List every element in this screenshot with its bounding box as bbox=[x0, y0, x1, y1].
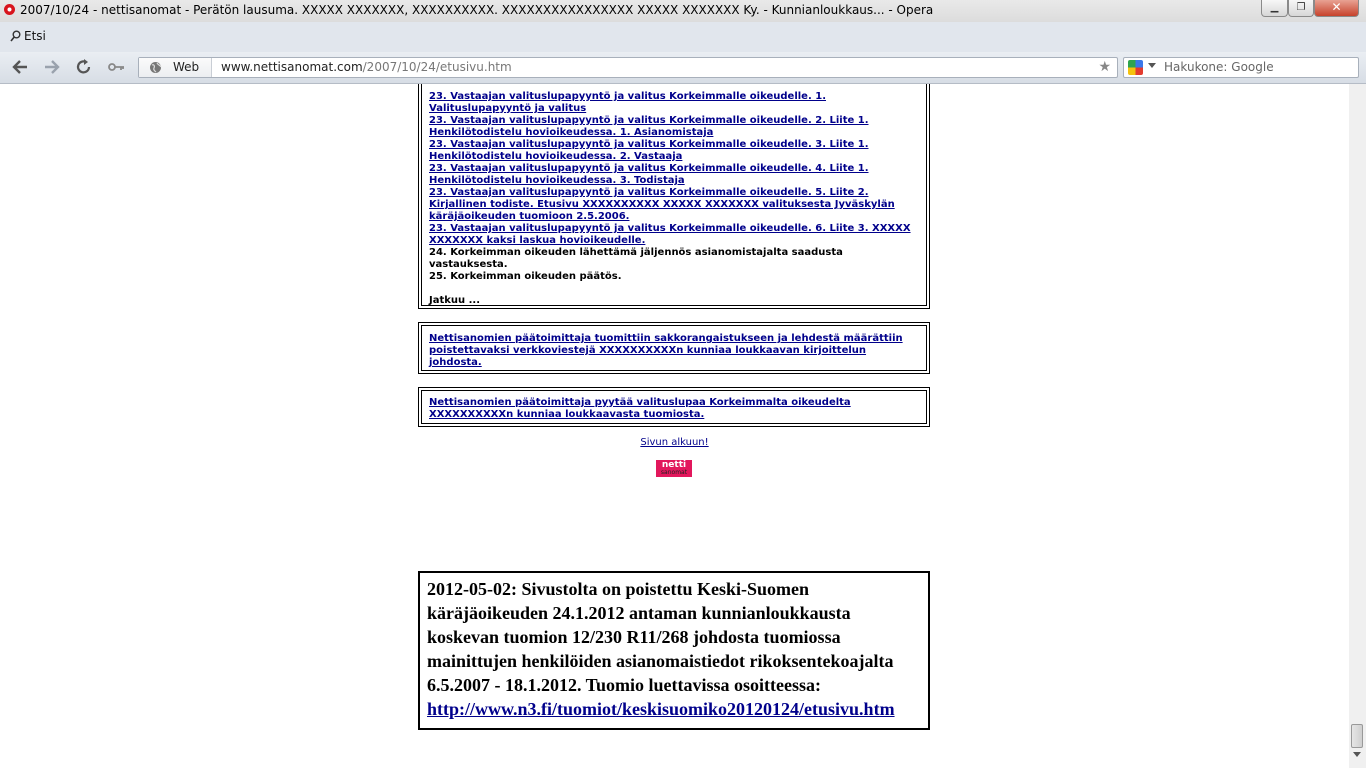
security-zone-button[interactable] bbox=[139, 58, 212, 77]
removal-notice bbox=[418, 571, 930, 730]
back-to-top-link[interactable]: Sivun alkuun! bbox=[640, 437, 709, 448]
article-index-box bbox=[418, 84, 930, 309]
continues-label: Jatkuu ... bbox=[429, 295, 481, 306]
maximize-icon: ❐ bbox=[1296, 2, 1306, 13]
zone-label: Web bbox=[173, 60, 200, 74]
forward-arrow-icon[interactable] bbox=[42, 58, 62, 76]
title-bar bbox=[0, 0, 1366, 22]
minimize-icon: ▁ bbox=[1270, 2, 1279, 13]
menu-bar bbox=[0, 22, 1366, 52]
nettisanomat-logo bbox=[656, 460, 692, 477]
list-item-link[interactable]: 23. Vastaajan valituslupapyyntö ja valitus Korkeimmalle oikeudelle. 4. Liite 1. Henkilötodistelu hovioikeudessa. 3. Todistaja bbox=[429, 163, 869, 186]
list-item-link[interactable]: 23. Vastaajan valituslupapyyntö ja valitus Korkeimmalle oikeudelle. 1. Valituslupapyyntö ja valitus bbox=[429, 91, 826, 114]
search-menu-button[interactable] bbox=[10, 29, 46, 43]
close-icon: ✕ bbox=[1331, 0, 1342, 14]
article-link-box-inner bbox=[421, 390, 927, 424]
navigation-toolbar bbox=[0, 52, 1366, 84]
notice-text: 2012-05-02: Sivustolta on poistettu Keski-Suomen käräjäoikeuden 24.1.2012 antaman kunnianloukkausta koskevan tuomion 12/230 R11/268 johdosta tuomiossa mainittujen henkilöiden asianomaistiedot rikoksentekoajalta 6.5.2007 - 18.1.2012. Tuomio luettavissa osoitteessa: bbox=[427, 579, 894, 695]
search-placeholder: Hakukone: Google bbox=[1164, 60, 1274, 74]
back-to-top-row bbox=[0, 437, 1349, 448]
chevron-down-icon[interactable] bbox=[1148, 63, 1156, 68]
search-menu-label: Etsi bbox=[24, 29, 46, 43]
globe-icon bbox=[149, 61, 162, 74]
list-item: 24. Korkeimman oikeuden lähettämä jäljennös asianomistajalta saadusta vastauksesta. bbox=[429, 247, 843, 270]
vertical-scrollbar[interactable] bbox=[1349, 84, 1366, 768]
magnifier-icon bbox=[10, 30, 21, 42]
logo-text-bottom: sanomat bbox=[660, 469, 688, 476]
opera-logo-icon bbox=[4, 4, 15, 15]
verdict-link[interactable]: http://www.n3.fi/tuomiot/keskisuomiko20120124/etusivu.htm bbox=[427, 699, 895, 719]
search-engine-field[interactable] bbox=[1123, 57, 1359, 78]
close-button[interactable] bbox=[1314, 0, 1359, 17]
page-viewport bbox=[0, 84, 1349, 768]
list-item-link[interactable]: 23. Vastaajan valituslupapyyntö ja valitus Korkeimmalle oikeudelle. 5. Liite 2. Kirjallinen todiste. Etusivu XXXXXXXXXX XXXXX XXXXXXX valituksesta Jyväskylän käräjäoikeuden tuomioon 2.5.2006. bbox=[429, 187, 895, 222]
reload-icon[interactable] bbox=[74, 58, 94, 76]
list-item: 25. Korkeimman oikeuden päätös. bbox=[429, 271, 622, 282]
logo-text-top: netti bbox=[661, 460, 687, 470]
article-link-box-inner bbox=[421, 325, 927, 371]
article-index-list bbox=[421, 84, 927, 306]
scroll-down-arrow-icon[interactable] bbox=[1353, 752, 1361, 757]
article-link-appeal[interactable]: Nettisanomien päätoimittaja pyytää valituslupaa Korkeimmalta oikeudelta XXXXXXXXXXn kunniaa loukkaavasta tuomiosta. bbox=[429, 397, 851, 420]
bookmark-star-icon[interactable]: ★ bbox=[1098, 59, 1111, 75]
article-link-sentence[interactable]: Nettisanomien päätoimittaja tuomittiin sakkorangaistukseen ja lehdestä määrättiin poistettavaksi verkkoviestejä XXXXXXXXXXn kunniaa loukkaavan kirjoittelun johdosta. bbox=[429, 333, 903, 368]
back-arrow-icon[interactable] bbox=[10, 58, 30, 76]
scrollbar-thumb[interactable] bbox=[1351, 724, 1363, 748]
maximize-button[interactable] bbox=[1288, 0, 1314, 17]
article-link-box-1 bbox=[418, 322, 930, 374]
window-title: 2007/10/24 - nettisanomat - Perätön lausuma. XXXXX XXXXXXX, XXXXXXXXXX. XXXXXXXXXXXXXXXX XXXXX XXXXXXX Ky. - Kunnianloukkaus... - Opera bbox=[20, 3, 934, 17]
google-icon[interactable] bbox=[1128, 60, 1143, 75]
list-item-link[interactable]: 23. Vastaajan valituslupapyyntö ja valitus Korkeimmalle oikeudelle. 3. Liite 1. Henkilötodistelu hovioikeudessa. 2. Vastaaja bbox=[429, 139, 869, 162]
key-icon[interactable] bbox=[106, 58, 126, 76]
list-item-link[interactable]: 23. Vastaajan valituslupapyyntö ja valitus Korkeimmalle oikeudelle. 6. Liite 3. XXXXX XXXXXXX kaksi laskua hovioikeudelle. bbox=[429, 223, 911, 246]
article-link-box-2 bbox=[418, 387, 930, 427]
list-item-link[interactable]: 23. Vastaajan valituslupapyyntö ja valitus Korkeimmalle oikeudelle. 2. Liite 1. Henkilötodistelu hovioikeudessa. 1. Asianomistaja bbox=[429, 115, 869, 138]
minimize-button[interactable] bbox=[1261, 0, 1288, 17]
address-bar[interactable] bbox=[138, 57, 1118, 78]
url-path: /2007/10/24/etusivu.htm bbox=[362, 60, 512, 74]
url-host: www.nettisanomat.com bbox=[221, 60, 363, 74]
url-text[interactable] bbox=[221, 58, 512, 77]
